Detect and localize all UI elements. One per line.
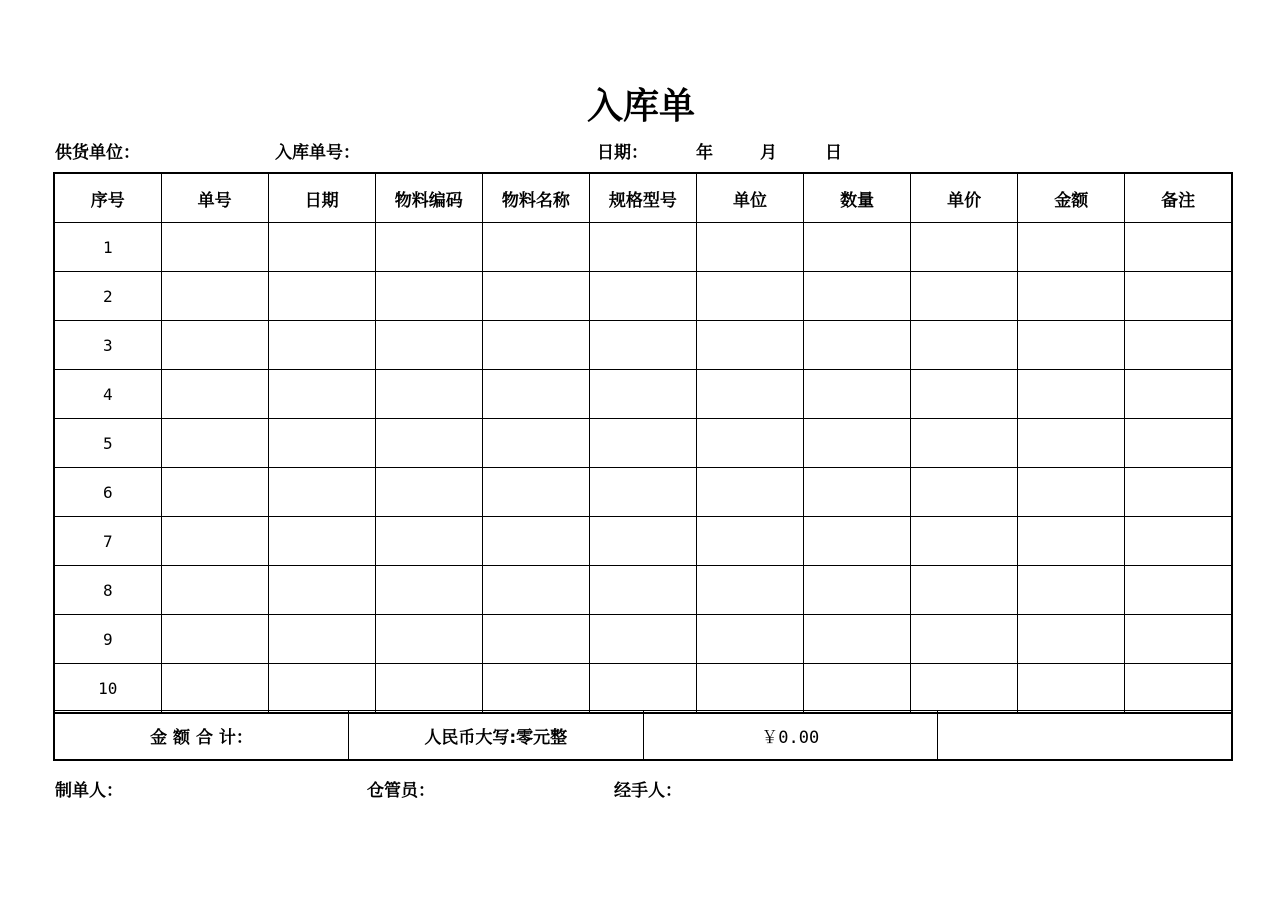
table-row: [54, 321, 1232, 370]
table-cell[interactable]: [268, 468, 375, 517]
table-cell[interactable]: [589, 566, 696, 615]
table-cell[interactable]: [804, 272, 911, 321]
table-row: [54, 566, 1232, 615]
table-cell[interactable]: [589, 419, 696, 468]
row-index-cell: 1: [54, 223, 161, 272]
column-header: 序号: [54, 173, 161, 223]
table-cell[interactable]: [1125, 370, 1232, 419]
supplier-label: 供货单位：: [55, 143, 140, 163]
table-cell[interactable]: [804, 615, 911, 664]
table-header-row: [54, 173, 1232, 223]
table-cell[interactable]: [375, 223, 482, 272]
day-label: 日: [825, 143, 842, 163]
total-label: 金 额 合 计：: [54, 711, 349, 761]
handler-label: 经手人：: [614, 781, 682, 801]
table-cell[interactable]: [268, 370, 375, 419]
table-row: [54, 615, 1232, 664]
table-cell[interactable]: [161, 321, 268, 370]
table-cell[interactable]: [375, 566, 482, 615]
table-cell[interactable]: [268, 321, 375, 370]
total-row-table: [53, 710, 1233, 761]
table-row: [54, 272, 1232, 321]
table-cell[interactable]: [1018, 370, 1125, 419]
order-number-label: 入库单号：: [275, 143, 360, 163]
table-cell[interactable]: [1125, 223, 1232, 272]
table-cell[interactable]: [804, 566, 911, 615]
table-cell[interactable]: [1018, 468, 1125, 517]
table-cell[interactable]: [589, 615, 696, 664]
table-cell[interactable]: [375, 272, 482, 321]
table-cell[interactable]: [161, 419, 268, 468]
table-cell[interactable]: [1018, 321, 1125, 370]
table-cell[interactable]: [268, 419, 375, 468]
table-cell[interactable]: [161, 223, 268, 272]
table-cell[interactable]: [482, 223, 589, 272]
table-cell[interactable]: [911, 468, 1018, 517]
table-cell[interactable]: [268, 223, 375, 272]
table-cell[interactable]: [161, 468, 268, 517]
column-header: 备注: [1125, 173, 1232, 223]
row-index-cell: 5: [54, 419, 161, 468]
table-cell[interactable]: [804, 517, 911, 566]
warehouse-keeper-label: 仓管员：: [367, 781, 435, 801]
column-header: 日期: [268, 173, 375, 223]
column-header: 金额: [1018, 173, 1125, 223]
document-title: 入库单: [586, 85, 695, 127]
table-cell[interactable]: [1125, 615, 1232, 664]
table-cell[interactable]: [161, 517, 268, 566]
table-row: [54, 419, 1232, 468]
column-header: 单价: [911, 173, 1018, 223]
total-row: [54, 711, 1232, 761]
row-index-cell: 3: [54, 321, 161, 370]
table-cell[interactable]: [911, 272, 1018, 321]
table-cell[interactable]: [161, 370, 268, 419]
table-cell[interactable]: [589, 272, 696, 321]
table-cell[interactable]: [1125, 419, 1232, 468]
table-cell[interactable]: [696, 223, 803, 272]
table-cell[interactable]: [375, 370, 482, 419]
table-cell[interactable]: [1125, 517, 1232, 566]
column-header: 物料名称: [482, 173, 589, 223]
table-cell[interactable]: [911, 566, 1018, 615]
table-cell[interactable]: [1125, 468, 1232, 517]
table-cell[interactable]: [375, 615, 482, 664]
table-cell[interactable]: [696, 419, 803, 468]
table-cell[interactable]: [482, 370, 589, 419]
row-index-cell: 6: [54, 468, 161, 517]
table-cell[interactable]: [482, 664, 589, 714]
row-index-cell: 4: [54, 370, 161, 419]
table-cell[interactable]: [482, 272, 589, 321]
table-cell[interactable]: [161, 566, 268, 615]
table-cell[interactable]: [268, 566, 375, 615]
table-cell[interactable]: [911, 223, 1018, 272]
table-cell[interactable]: [1018, 223, 1125, 272]
table-cell[interactable]: [589, 223, 696, 272]
table-cell[interactable]: [1125, 272, 1232, 321]
table-cell[interactable]: [482, 321, 589, 370]
table-cell[interactable]: [696, 272, 803, 321]
column-header: 单号: [161, 173, 268, 223]
column-header: 单位: [696, 173, 803, 223]
table-cell[interactable]: [161, 664, 268, 714]
table-cell[interactable]: [804, 419, 911, 468]
table-cell[interactable]: [911, 370, 1018, 419]
table-cell[interactable]: [482, 419, 589, 468]
row-index-cell: 10: [54, 664, 161, 714]
table-cell[interactable]: [911, 419, 1018, 468]
table-cell[interactable]: [1018, 664, 1125, 714]
column-header: 规格型号: [589, 173, 696, 223]
table-row: [54, 468, 1232, 517]
table-cell[interactable]: [161, 272, 268, 321]
inbound-items-table: [53, 172, 1233, 714]
table-cell[interactable]: [375, 664, 482, 714]
table-cell[interactable]: [696, 370, 803, 419]
total-amount: ￥0.00: [643, 711, 938, 761]
table-cell[interactable]: [482, 615, 589, 664]
table-row: [54, 223, 1232, 272]
table-cell[interactable]: [375, 468, 482, 517]
table-cell[interactable]: [1018, 566, 1125, 615]
table-cell[interactable]: [804, 468, 911, 517]
table-cell[interactable]: [804, 664, 911, 714]
table-cell[interactable]: [375, 321, 482, 370]
table-cell[interactable]: [375, 517, 482, 566]
table-cell[interactable]: [482, 566, 589, 615]
table-cell[interactable]: [268, 664, 375, 714]
table-cell[interactable]: [589, 517, 696, 566]
table-cell[interactable]: [482, 517, 589, 566]
table-cell[interactable]: [589, 321, 696, 370]
table-cell[interactable]: [1125, 321, 1232, 370]
table-cell[interactable]: [1018, 517, 1125, 566]
table-cell[interactable]: [696, 664, 803, 714]
total-extra-cell[interactable]: [938, 711, 1233, 761]
table-cell[interactable]: [375, 419, 482, 468]
row-index-cell: 7: [54, 517, 161, 566]
table-cell[interactable]: [804, 223, 911, 272]
table-cell[interactable]: [589, 468, 696, 517]
table-cell[interactable]: [696, 566, 803, 615]
table-cell[interactable]: [589, 664, 696, 714]
row-index-cell: 8: [54, 566, 161, 615]
table-cell[interactable]: [696, 321, 803, 370]
table-row: [54, 370, 1232, 419]
row-index-cell: 9: [54, 615, 161, 664]
date-label: 日期：: [597, 143, 648, 163]
table-cell[interactable]: [482, 468, 589, 517]
rmb-uppercase-amount: 人民币大写:零元整: [349, 711, 644, 761]
table-cell[interactable]: [268, 272, 375, 321]
table-cell[interactable]: [268, 615, 375, 664]
table-cell[interactable]: [911, 321, 1018, 370]
year-label: 年: [696, 143, 713, 163]
table-cell[interactable]: [1125, 664, 1232, 714]
table-cell[interactable]: [161, 615, 268, 664]
table-cell[interactable]: [911, 517, 1018, 566]
table-cell[interactable]: [804, 370, 911, 419]
row-index-cell: 2: [54, 272, 161, 321]
table-cell[interactable]: [911, 615, 1018, 664]
maker-label: 制单人：: [55, 781, 123, 801]
table-row: [54, 664, 1232, 714]
column-header: 数量: [804, 173, 911, 223]
table-cell[interactable]: [804, 321, 911, 370]
table-cell[interactable]: [911, 664, 1018, 714]
table-cell[interactable]: [268, 517, 375, 566]
column-header: 物料编码: [375, 173, 482, 223]
table-cell[interactable]: [696, 615, 803, 664]
table-cell[interactable]: [696, 517, 803, 566]
table-cell[interactable]: [1018, 272, 1125, 321]
table-cell[interactable]: [696, 468, 803, 517]
table-cell[interactable]: [1018, 615, 1125, 664]
month-label: 月: [760, 143, 777, 163]
table-cell[interactable]: [1018, 419, 1125, 468]
table-cell[interactable]: [589, 370, 696, 419]
table-cell[interactable]: [1125, 566, 1232, 615]
table-row: [54, 517, 1232, 566]
